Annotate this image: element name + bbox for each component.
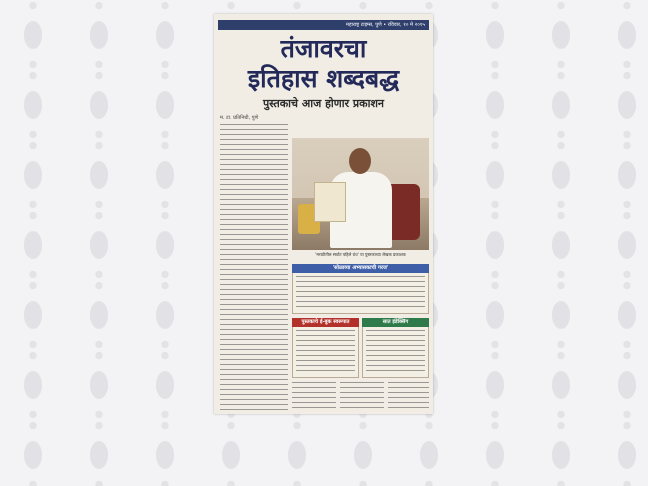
sidebar-banner-left: पुस्तकाचे ई-बुक स्वरूपात: [292, 318, 359, 327]
headline-line-1: तंजावरचा: [280, 34, 367, 63]
newspaper-clipping: [214, 14, 433, 414]
author-photo: [292, 138, 429, 250]
article-column-left: [220, 124, 288, 410]
sidebar-text-right: [366, 330, 425, 374]
sidebar-banner-right: सात इंडेक्सिंग: [362, 318, 429, 327]
byline: म. टा. प्रतिनिधी, पुणे: [220, 115, 259, 121]
sidebar-text-main: [296, 276, 425, 310]
sidebar-banner-main: 'सोळाव्या अभ्यासकाची गरज': [292, 264, 429, 273]
photo-person-head: [349, 148, 371, 174]
article-column-bottom-2: [340, 382, 384, 410]
photo-caption: 'मराठीतील सर्वात पहिले ग्रंथ' या पुस्तकाच्या लेखक प्रकाशक: [315, 252, 406, 257]
newspaper-masthead: महाराष्ट्र टाइम्स, पुणे • रविवार, १० मे २०१५: [218, 20, 429, 30]
headline-line-2: इतिहास शब्दबद्ध: [247, 64, 400, 93]
photo-book: [314, 182, 346, 222]
headline: [218, 34, 429, 94]
article-column-bottom-1: [292, 382, 336, 410]
sidebar-text-left: [296, 330, 355, 374]
article-column-bottom-3: [388, 382, 429, 410]
subheadline: पुस्तकाचे आज होणार प्रकाशन: [262, 97, 385, 110]
